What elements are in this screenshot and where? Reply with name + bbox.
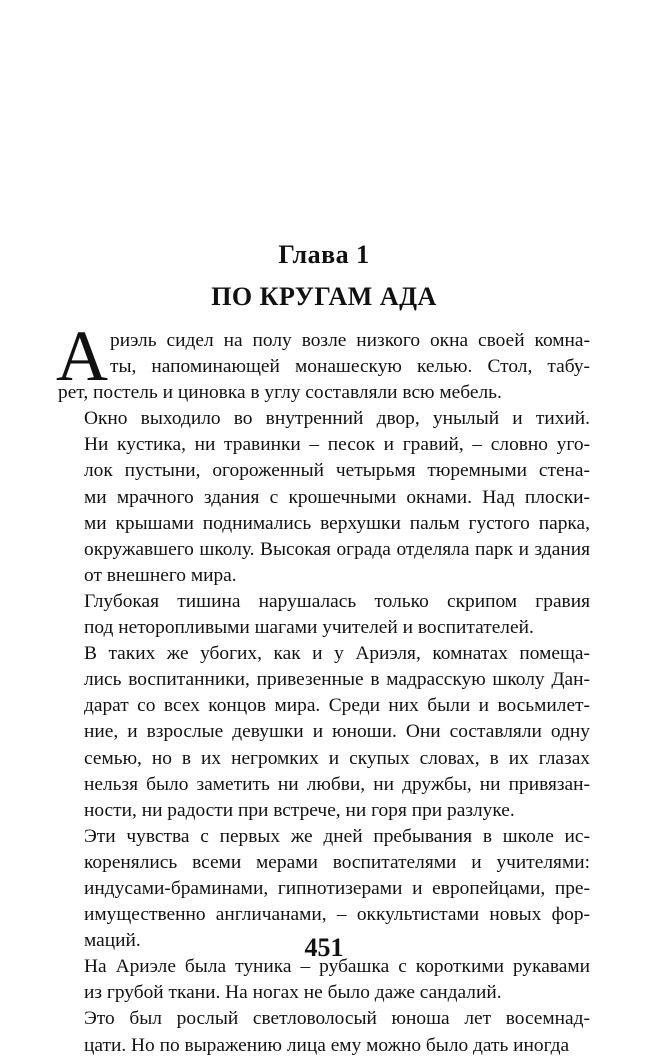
text-line: нельзя было заметить ни любви, ни дружбы, ни привязан-	[84, 773, 590, 795]
text-line: ми крышами поднимались верхушки пальм густого парка,	[84, 512, 590, 534]
text-line: рет, постель и циновка в углу составляли всю мебель.	[58, 382, 502, 404]
text-line: лись воспитанники, привезенные в мадрасскую школу Дан-	[84, 669, 590, 691]
text-line: индусами-браминами, гипнотизерами и европейцами, пре-	[84, 877, 590, 899]
text-line: Это был рослый светловолосый юноша лет восемнад-	[84, 1008, 590, 1030]
text-line: под неторопливыми шагами учителей и воспитателей.	[84, 617, 534, 639]
text-line: На Ариэле была туника – рубашка с короткими рукавами	[84, 956, 590, 978]
text-line: дарат со всех концов мира. Среди них были и восьмилет-	[84, 695, 590, 717]
page-number: 451	[304, 933, 344, 962]
text-line: ности, ни радости при встрече, ни горя при разлуке.	[84, 799, 515, 821]
text-line: коренялись всеми мерами воспитателями и учителями:	[84, 851, 590, 873]
text-line: Глубокая тишина нарушалась только скрипом гравия	[84, 590, 590, 612]
text-line: окружавшего школу. Высокая ограда отделяла парк и здания	[84, 538, 590, 560]
text-line: семью, но в их негромких и скупых словах, в их глазах	[84, 747, 590, 769]
text-line: цати. Но по выражению лица ему можно было дать иногда	[84, 1034, 570, 1056]
text-line: Окно выходило во внутренний двор, унылый и тихий.	[84, 408, 590, 430]
text-line: Эти чувства с первых же дней пребывания в школе ис-	[84, 825, 590, 847]
text-line: имущественно англичанами, – оккультистами новых фор-	[84, 904, 590, 926]
paragraph	[58, 1006, 590, 1058]
paragraph	[58, 406, 590, 589]
first-paragraph	[56, 316, 590, 406]
text-line: лок пустыни, огороженный четырьмя тюремными стена-	[84, 460, 590, 482]
paragraph	[58, 641, 590, 824]
chapter-title: ПО КРУГАМ АДА	[211, 282, 437, 311]
text-line: от внешнего мира.	[84, 564, 237, 586]
text-line: ты, напоминающей монашескую келью. Стол, табу-	[110, 356, 590, 378]
text-line: риэль сидел на полу возле низкого окна своей комна-	[110, 330, 590, 351]
text-line: ние, и взрослые девушки и юноши. Они составляли одну	[84, 721, 590, 743]
text-line: маций.	[84, 930, 141, 952]
text-line: из грубой ткани. На ногах не было даже сандалий.	[84, 982, 502, 1004]
paragraph	[58, 589, 590, 641]
text-line: ми мрачного здания с крошечными окнами. Над плоски-	[84, 486, 590, 508]
text-line: Ни кустика, ни травинки – песок и гравий, – словно уго-	[84, 434, 590, 456]
text-line: В таких же убогих, как и у Ариэля, комнатах помеща-	[84, 643, 590, 665]
chapter-number: Глава 1	[278, 240, 370, 269]
drop-cap: А	[56, 316, 108, 396]
